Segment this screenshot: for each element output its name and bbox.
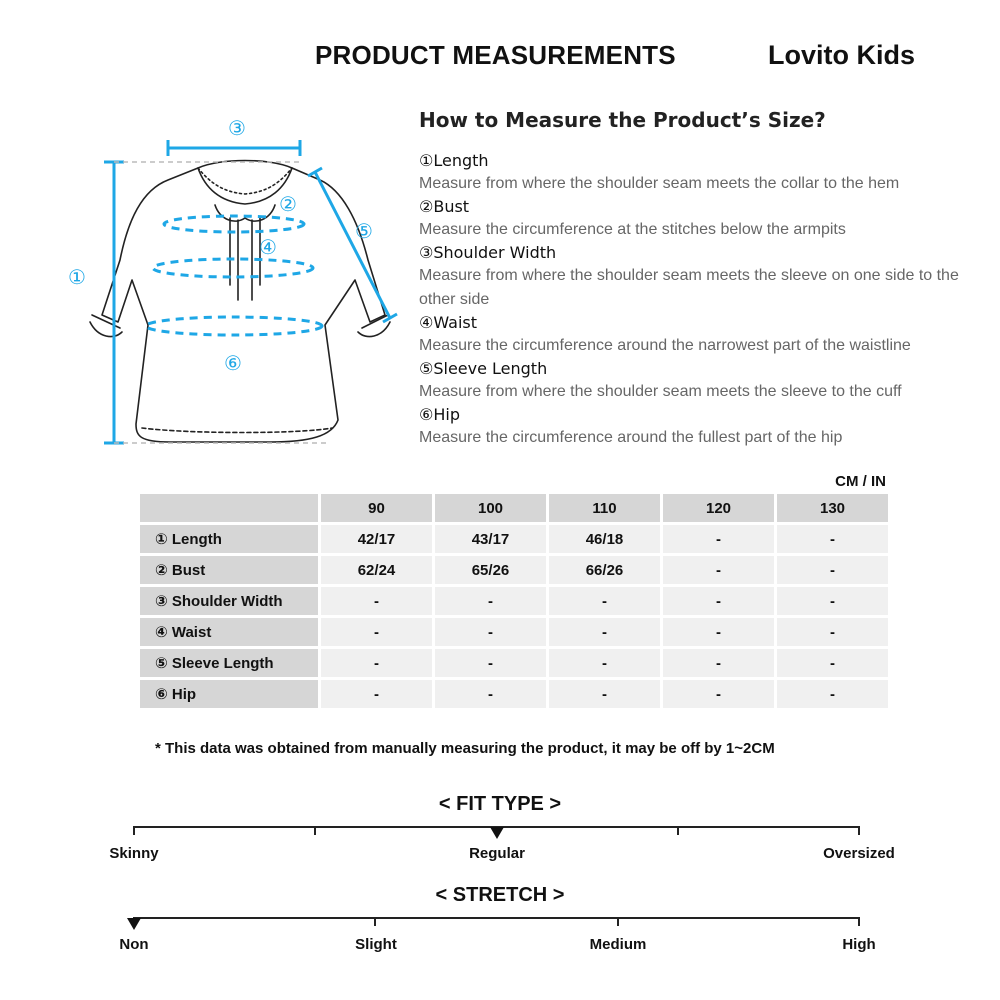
table-cell: - bbox=[549, 618, 660, 646]
measurement-note: * This data was obtained from manually measuring the product, it may be off by 1~2CM bbox=[155, 740, 775, 757]
table-cell: - bbox=[435, 618, 546, 646]
fit-tick bbox=[133, 826, 135, 835]
guide-item-desc: Measure the circumference around the fullest part of the hip bbox=[419, 429, 843, 446]
table-cell: 65/26 bbox=[435, 556, 546, 584]
size-table bbox=[137, 491, 891, 711]
measurement-guides bbox=[104, 140, 397, 443]
guide-item-shoulder-width bbox=[419, 242, 979, 312]
row-label: ⑥ Hip bbox=[140, 680, 318, 708]
table-cell: - bbox=[435, 680, 546, 708]
table-header-row bbox=[140, 494, 888, 522]
table-cell: - bbox=[321, 587, 432, 615]
table-cell: - bbox=[663, 618, 774, 646]
guide-item-bust bbox=[419, 196, 979, 242]
table-cell: - bbox=[777, 649, 888, 677]
stretch-tick bbox=[374, 917, 376, 926]
column-header: 100 bbox=[435, 494, 546, 522]
row-label: ① Length bbox=[140, 525, 318, 553]
brand-logo: Lovito Kids bbox=[768, 40, 915, 70]
stretch-title: < STRETCH > bbox=[435, 884, 565, 906]
row-label: ④ Waist bbox=[140, 618, 318, 646]
stretch-label-medium: Medium bbox=[589, 936, 647, 953]
table-row bbox=[140, 680, 888, 708]
stretch-tick bbox=[617, 917, 619, 926]
guide-item-desc: Measure from where the shoulder seam meets the collar to the hem bbox=[419, 175, 900, 192]
stretch-label-non: Non bbox=[119, 936, 149, 953]
guide-item-desc: Measure the circumference at the stitches below the armpits bbox=[419, 221, 846, 238]
table-cell: - bbox=[777, 587, 888, 615]
table-row bbox=[140, 556, 888, 584]
dress-outline bbox=[90, 161, 390, 443]
column-header: 130 bbox=[777, 494, 888, 522]
table-cell: - bbox=[663, 680, 774, 708]
stretch-label-high: High bbox=[842, 936, 876, 953]
stretch-label-slight: Slight bbox=[355, 936, 397, 953]
table-cell: - bbox=[663, 556, 774, 584]
table-cell: 43/17 bbox=[435, 525, 546, 553]
column-header: 120 bbox=[663, 494, 774, 522]
guide-item-title: ⑤Sleeve Length bbox=[419, 359, 548, 378]
table-cell: 46/18 bbox=[549, 525, 660, 553]
table-cell: - bbox=[777, 680, 888, 708]
row-label: ⑤ Sleeve Length bbox=[140, 649, 318, 677]
table-cell: - bbox=[777, 525, 888, 553]
stretch-selected-marker bbox=[127, 918, 141, 930]
fit-selected-marker bbox=[490, 827, 504, 839]
label-2: ② bbox=[279, 192, 297, 216]
table-cell: - bbox=[435, 649, 546, 677]
guide-item-title: ⑥Hip bbox=[419, 405, 460, 424]
row-label: ② Bust bbox=[140, 556, 318, 584]
guide-item-title: ②Bust bbox=[419, 197, 470, 216]
table-cell: - bbox=[663, 587, 774, 615]
table-row bbox=[140, 649, 888, 677]
table-cell: 66/26 bbox=[549, 556, 660, 584]
stretch-scale-line bbox=[133, 917, 860, 919]
table-cell: - bbox=[663, 649, 774, 677]
fit-type-title: < FIT TYPE > bbox=[438, 793, 562, 815]
table-cell: - bbox=[321, 649, 432, 677]
label-6: ⑥ bbox=[224, 351, 242, 375]
fit-tick bbox=[314, 826, 316, 835]
table-corner bbox=[140, 494, 318, 522]
table-cell: - bbox=[777, 556, 888, 584]
stretch-tick bbox=[858, 917, 860, 926]
column-header: 110 bbox=[549, 494, 660, 522]
guide-item-desc: Measure the circumference around the narrowest part of the waistline bbox=[419, 337, 911, 354]
guide-item-waist bbox=[419, 312, 979, 358]
label-3: ③ bbox=[228, 116, 246, 140]
table-row bbox=[140, 587, 888, 615]
fit-label-oversized: Oversized bbox=[823, 845, 895, 862]
table-cell: 42/17 bbox=[321, 525, 432, 553]
table-row bbox=[140, 618, 888, 646]
guide-item-length bbox=[419, 150, 979, 196]
guide-item-hip bbox=[419, 404, 979, 450]
label-4: ④ bbox=[259, 235, 277, 259]
table-cell: - bbox=[321, 680, 432, 708]
label-1: ① bbox=[68, 265, 86, 289]
guide-item-title: ①Length bbox=[419, 151, 489, 170]
table-cell: - bbox=[321, 618, 432, 646]
guide-heading: How to Measure the Product’s Size? bbox=[419, 108, 826, 132]
table-cell: - bbox=[549, 680, 660, 708]
fit-tick bbox=[858, 826, 860, 835]
table-cell: - bbox=[777, 618, 888, 646]
table-cell: - bbox=[435, 587, 546, 615]
column-header: 90 bbox=[321, 494, 432, 522]
table-cell: - bbox=[549, 587, 660, 615]
unit-label: CM / IN bbox=[835, 473, 886, 490]
table-row bbox=[140, 525, 888, 553]
guide-item-desc: Measure from where the shoulder seam meets the sleeve to the cuff bbox=[419, 383, 902, 400]
guide-item-title: ④Waist bbox=[419, 313, 477, 332]
table-cell: - bbox=[549, 649, 660, 677]
table-cell: 62/24 bbox=[321, 556, 432, 584]
label-5: ⑤ bbox=[355, 219, 373, 243]
dress-measurement-diagram bbox=[70, 110, 410, 455]
fit-tick bbox=[677, 826, 679, 835]
guide-item-sleeve-length bbox=[419, 358, 979, 404]
guide-item-desc: Measure from where the shoulder seam meets the sleeve on one side to the other side bbox=[419, 267, 959, 308]
fit-label-skinny: Skinny bbox=[109, 845, 159, 862]
page-title: PRODUCT MEASUREMENTS bbox=[315, 40, 676, 70]
table-cell: - bbox=[663, 525, 774, 553]
row-label: ③ Shoulder Width bbox=[140, 587, 318, 615]
fit-label-regular: Regular bbox=[469, 845, 525, 862]
guide-item-title: ③Shoulder Width bbox=[419, 243, 557, 262]
measurement-guide bbox=[419, 108, 979, 450]
